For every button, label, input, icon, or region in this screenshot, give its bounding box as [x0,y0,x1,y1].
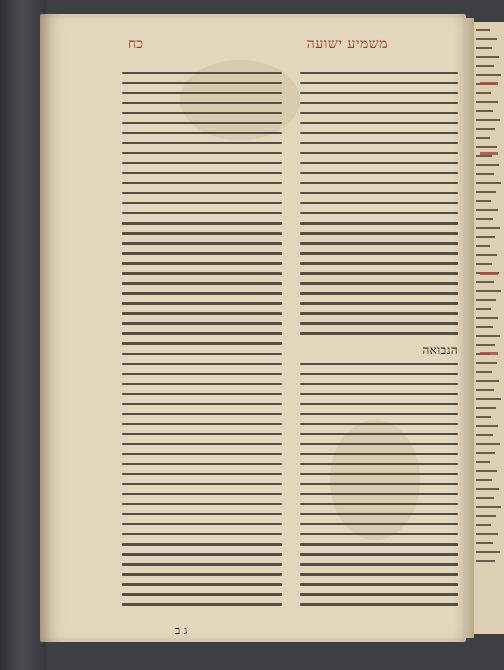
next-page-text-line [476,335,500,337]
text-line [122,82,282,84]
text-line [300,82,458,84]
text-line [122,383,282,385]
text-line [122,172,282,174]
text-line [300,292,458,294]
next-page-text-line [476,317,498,319]
text-line [300,212,458,214]
next-page-text-line [476,65,494,67]
text-line [122,222,282,224]
text-line [122,453,282,455]
next-page-text-line [476,506,501,508]
text-column-right [300,64,458,620]
text-line [122,523,282,525]
next-page-text-line [476,515,496,517]
next-page-red-heading [480,272,498,275]
text-line [300,332,458,334]
next-page-text-line [476,452,495,454]
next-page-text-line [476,227,500,229]
text-line [122,373,282,375]
text-line [122,162,282,164]
text-line [300,493,458,495]
text-line [300,232,458,234]
text-line [122,463,282,465]
next-page-text-line [476,434,493,436]
next-page-text-line [476,254,497,256]
next-page-red-heading [480,82,498,85]
text-line [122,553,282,555]
next-page-text-line [476,380,499,382]
text-line [300,302,458,304]
next-page-text-line [476,47,492,49]
text-line [300,222,458,224]
text-line [300,443,458,445]
next-page-text-line [476,164,499,166]
text-line [300,543,458,545]
text-line [300,92,458,94]
text-line [122,152,282,154]
next-page-text-line [476,362,497,364]
next-page-text-line [476,137,490,139]
next-page-text-line [476,416,491,418]
text-line [300,403,458,405]
text-line [122,363,282,365]
text-line [122,533,282,535]
next-page-text-line [476,38,497,40]
next-page-text-line [476,524,491,526]
next-page-red-heading [480,152,498,155]
text-line [300,423,458,425]
text-line [122,433,282,435]
text-line [300,162,458,164]
next-page-text-line [476,398,501,400]
next-page-text-line [476,119,500,121]
next-page-text-line [476,218,493,220]
text-line [122,423,282,425]
text-line [122,252,282,254]
text-line [300,312,458,314]
signature-mark: ג ב [175,624,188,637]
text-line [300,583,458,585]
next-page-text-line [476,371,492,373]
text-line [300,433,458,435]
text-line [122,112,282,114]
text-line [300,172,458,174]
next-page-text-line [476,443,500,445]
next-page-red-heading [480,352,498,355]
next-page-text-line [476,488,499,490]
text-line [122,603,282,605]
text-line [122,543,282,545]
text-line [122,132,282,134]
text-line [300,363,458,365]
text-line [300,122,458,124]
text-line [122,212,282,214]
next-page-text-line [476,146,497,148]
next-page-text-line [476,155,492,157]
text-column-left [122,64,282,620]
running-title: משמיע ישועה [306,36,388,52]
next-page-text-line [476,74,501,76]
next-page-text-line [476,497,494,499]
text-line [122,262,282,264]
text-line [300,463,458,465]
text-line [300,152,458,154]
next-page-text-line [476,407,496,409]
text-line [122,503,282,505]
next-page-text-line [476,182,501,184]
text-line [122,272,282,274]
text-line [122,413,282,415]
next-page-text-line [476,479,492,481]
next-page-text-line [476,551,500,553]
next-page-text-line [476,344,495,346]
next-page-text-line [476,110,493,112]
text-line [122,573,282,575]
next-page-text-line [476,173,494,175]
text-line [122,102,282,104]
text-line [300,413,458,415]
text-line [300,483,458,485]
text-line [122,312,282,314]
text-line [300,102,458,104]
text-line [122,593,282,595]
next-page-text-line [476,308,491,310]
next-page-text-line [476,290,501,292]
next-page-text-line [476,191,496,193]
text-line [122,292,282,294]
next-page-text-line [476,29,490,31]
text-line [122,142,282,144]
text-line [122,342,282,344]
next-page-text-line [476,200,491,202]
next-page-text-line [476,101,498,103]
text-line [122,182,282,184]
next-page-text-line [476,92,491,94]
text-line [122,232,282,234]
text-line [300,393,458,395]
text-line [122,122,282,124]
text-line [300,533,458,535]
text-line [300,132,458,134]
text-line [300,202,458,204]
page-header [118,36,448,58]
text-line [122,353,282,355]
text-line [300,523,458,525]
text-line [300,282,458,284]
text-line [122,513,282,515]
next-page-text-line [476,299,496,301]
text-line [300,573,458,575]
next-page-text-line [476,389,494,391]
next-page-text-line [476,560,495,562]
next-page-text-line [476,209,498,211]
next-page-text-line [476,263,492,265]
text-line [122,393,282,395]
text-line [300,593,458,595]
text-line [300,453,458,455]
text-line [300,262,458,264]
text-line [300,142,458,144]
next-page-text-line [476,533,498,535]
text-line [300,192,458,194]
text-line [300,563,458,565]
text-line [300,503,458,505]
text-line [122,242,282,244]
next-page-text-line [476,470,497,472]
next-page-text-line [476,281,494,283]
text-line [122,443,282,445]
text-line [300,603,458,605]
next-page-text-line [476,542,493,544]
text-line [122,302,282,304]
text-line [122,473,282,475]
text-line [300,383,458,385]
text-line [122,282,282,284]
text-line [122,322,282,324]
page-edge [466,18,474,638]
next-page-text-line [476,128,495,130]
next-page-text-line [476,56,499,58]
next-page-text-line [476,425,498,427]
text-line [122,92,282,94]
page-number: כח [128,36,144,52]
text-line [122,483,282,485]
text-line [122,72,282,74]
text-line [300,513,458,515]
text-line [300,272,458,274]
text-line [122,493,282,495]
next-page-text-line [476,236,495,238]
text-line [300,252,458,254]
text-line [300,322,458,324]
next-page-edge [474,22,504,634]
text-line [300,72,458,74]
text-line [300,182,458,184]
text-line [122,563,282,565]
text-line [300,473,458,475]
next-page-text-line [476,461,490,463]
text-line [300,242,458,244]
next-page-text-line [476,245,490,247]
section-heading: הנבואה [422,343,458,357]
text-line [122,202,282,204]
text-line [300,553,458,555]
text-line [122,192,282,194]
next-page-text-line [476,326,493,328]
text-line [300,112,458,114]
text-line [122,403,282,405]
text-line [122,332,282,334]
text-line [122,583,282,585]
text-line [300,373,458,375]
